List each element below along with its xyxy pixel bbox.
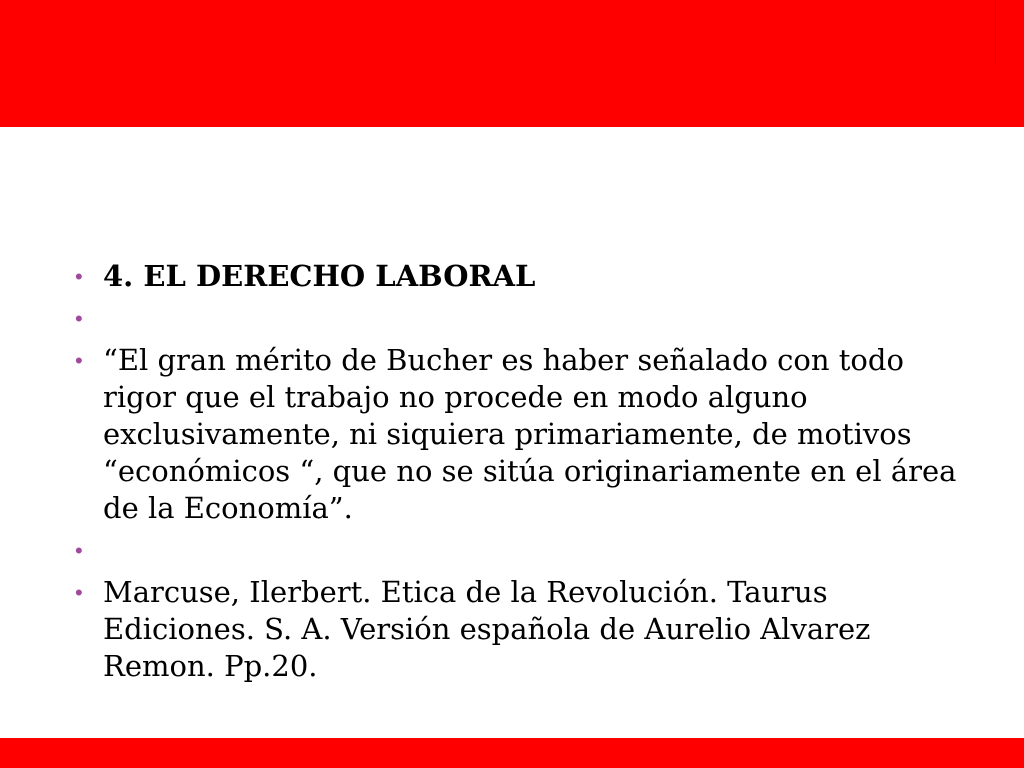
slide-body: [75, 258, 975, 690]
top-banner-divider: [995, 0, 996, 64]
section-heading: 4. EL DERECHO LABORAL: [103, 259, 536, 293]
bottom-banner: [0, 738, 1024, 768]
bullet-item-citation: [75, 574, 975, 685]
bullet-dot-icon: •: [75, 538, 83, 563]
bullet-item-empty: [75, 300, 975, 337]
quote-text: “El gran mérito de Bucher es haber señalado con todo rigor que el trabajo no procede en modo alguno exclusivamente, ni siquiera primariamente, de motivos “económicos “, que no se sitúa originariamente en el área de la Economía”.: [103, 343, 957, 525]
bullet-item-heading: [75, 258, 975, 295]
bullet-dot-icon: •: [75, 348, 83, 373]
bullet-dot-icon: •: [75, 580, 83, 605]
bullet-dot-icon: •: [75, 264, 83, 289]
top-banner: [0, 0, 1024, 127]
bullet-item-empty: [75, 532, 975, 569]
citation-text: Marcuse, Ilerbert. Etica de la Revolución. Taurus Ediciones. S. A. Versión española de Aurelio Alvarez Remon. Pp.20.: [103, 575, 871, 683]
bullet-item-quote: [75, 342, 975, 527]
bullet-dot-icon: •: [75, 306, 83, 331]
bullet-list: [75, 258, 975, 685]
